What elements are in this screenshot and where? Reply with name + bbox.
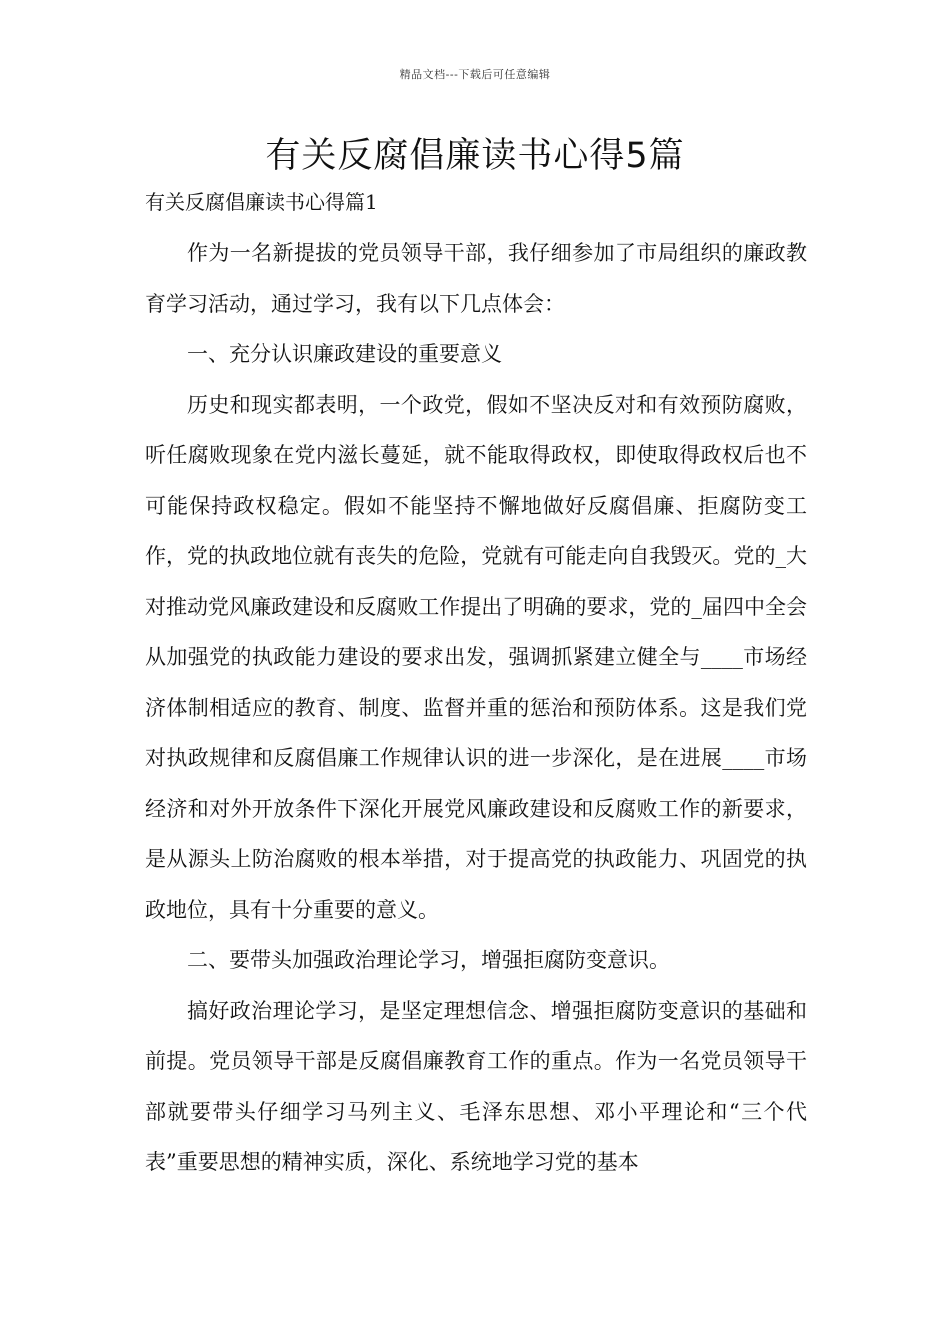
- paragraph-theory-study: 搞好政治理论学习，是坚定理想信念、增强拒腐防变意识的基础和前提。党员领导干部是反腐倡廉教育工作的重点。作为一名党员领导干部就要带头仔细学习马列主义、毛泽东思想、邓小平理论和“三个代表”重要思想的精神实质，深化、系统地学习党的基本: [145, 998, 807, 1174]
- document-body: [145, 228, 807, 1188]
- header-note: 精品文档---下载后可任意编辑: [399, 68, 551, 81]
- document-title: 有关反腐倡廉读书心得5篇: [265, 136, 685, 176]
- paragraph-intro: 作为一名新提拔的党员领导干部，我仔细参加了市局组织的廉政教育学习活动，通过学习，我有以下几点体会：: [145, 241, 807, 316]
- section-heading-1: 一、充分认识廉政建设的重要意义: [187, 342, 502, 366]
- section-subtitle: 有关反腐倡廉读书心得篇1: [145, 190, 378, 214]
- section-heading-2: 二、要带头加强政治理论学习，增强拒腐防变意识。: [187, 948, 670, 972]
- paragraph-significance: 历史和现实都表明，一个政党，假如不坚决反对和有效预防腐败，听任腐败现象在党内滋长蔓延，就不能取得政权，即使取得政权后也不可能保持政权稳定。假如不能坚持不懈地做好反腐倡廉、拒腐防变工作，党的执政地位就有丧失的危险，党就有可能走向自我毁灭。党的_大对推动党风廉政建设和反腐败工作提出了明确的要求，党的_届四中全会从加强党的执政能力建设的要求出发，强调抓紧建立健全与____市场经济体制相适应的教育、制度、监督并重的惩治和预防体系。这是我们党对执政规律和反腐倡廉工作规律认识的进一步深化，是在进展____市场经济和对外开放条件下深化开展党风廉政建设和反腐败工作的新要求，是从源头上防治腐败的根本举措，对于提高党的执政能力、巩固党的执政地位，具有十分重要的意义。: [145, 392, 807, 922]
